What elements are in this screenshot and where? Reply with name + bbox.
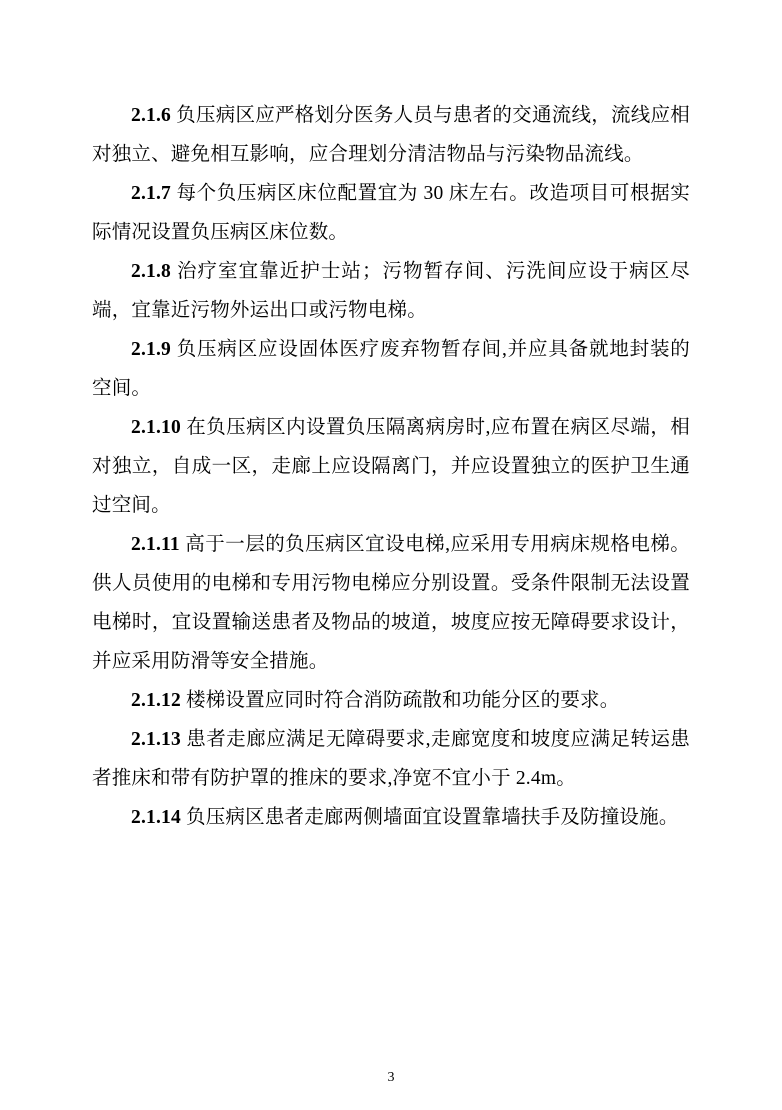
paragraph	[92, 252, 690, 330]
paragraph	[92, 720, 690, 798]
clause-text: 治疗室宜靠近护士站；污物暂存间、污洗间应设于病区尽端，宜靠近污物外运出口或污物电梯。	[92, 261, 690, 321]
page-number: 3	[387, 1070, 395, 1085]
document-body	[92, 96, 690, 837]
clause-text: 每个负压病区床位配置宜为 30 床左右。改造项目可根据实际情况设置负压病区床位数。	[92, 183, 691, 243]
clause-text: 患者走廊应满足无障碍要求,走廊宽度和坡度应满足转运患者推床和带有防护罩的推床的要求,净宽不宜小于 2.4m。	[92, 729, 691, 789]
clause-text: 负压病区应严格划分医务人员与患者的交通流线，流线应相对独立、避免相互影响，应合理划分清洁物品与污染物品流线。	[92, 105, 691, 165]
clause-number: 2.1.13	[131, 729, 181, 750]
paragraph	[92, 408, 690, 525]
clause-text: 在负压病区内设置负压隔离病房时,应布置在病区尽端，相对独立，自成一区，走廊上应设隔离门，并应设置独立的医护卫生通过空间。	[92, 417, 691, 516]
clause-number: 2.1.8	[131, 261, 171, 282]
paragraph	[92, 96, 690, 174]
clause-number: 2.1.11	[131, 534, 180, 555]
clause-number: 2.1.7	[131, 183, 171, 204]
paragraph	[92, 798, 690, 837]
paragraph	[92, 525, 690, 681]
clause-text: 楼梯设置应同时符合消防疏散和功能分区的要求。	[186, 690, 620, 711]
paragraph	[92, 330, 690, 408]
clause-text: 负压病区应设固体医疗废弃物暂存间,并应具备就地封装的空间。	[92, 339, 691, 399]
clause-number: 2.1.9	[131, 339, 171, 360]
clause-text: 负压病区患者走廊两侧墙面宜设置靠墙扶手及防撞设施。	[186, 807, 679, 828]
paragraph	[92, 681, 690, 720]
clause-text: 高于一层的负压病区宜设电梯,应采用专用病床规格电梯。供人员使用的电梯和专用污物电梯应分别设置。受条件限制无法设置电梯时，宜设置输送患者及物品的坡道，坡度应按无障碍要求设计，并应采用防滑等安全措施。	[92, 534, 691, 672]
clause-number: 2.1.6	[131, 105, 171, 126]
clause-number: 2.1.10	[131, 417, 181, 438]
clause-number: 2.1.14	[131, 807, 181, 828]
clause-number: 2.1.12	[131, 690, 181, 711]
paragraph	[92, 174, 690, 252]
